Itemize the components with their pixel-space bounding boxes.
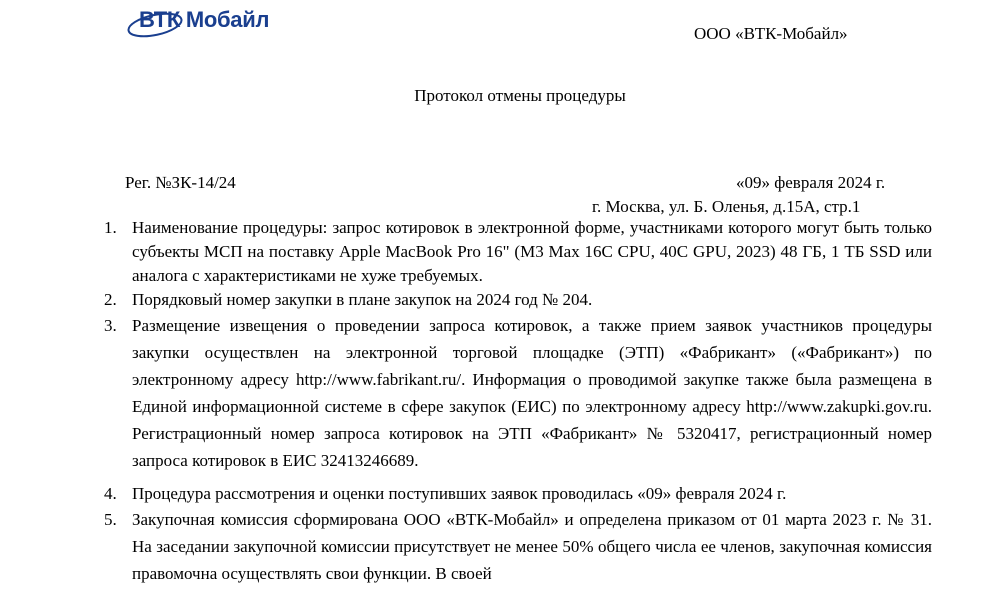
item-number: 3. [104, 316, 117, 335]
list-item [0, 506, 932, 587]
company-logo [127, 3, 297, 45]
registration-number: Рег. №ЗК-14/24 [125, 173, 236, 192]
logo-text: ВТК Мобайл [139, 7, 270, 32]
list-item [0, 288, 932, 312]
protocol-items-list [0, 216, 1000, 587]
item-text: Процедура рассмотрения и оценки поступивших заявок проводилась «09» февраля 2024 г. [132, 484, 787, 503]
item-text: Размещение извещения о проведении запроса котировок, а также прием заявок участников процедуры закупки осуществлен на электронной торговой площадке (ЭТП) «Фабрикант» («Фабрикант») по электронному адресу http://www.fabrikant.ru/. Информация о проводимой закупке также была размещена в Единой информационной системе в сфере закупок (ЕИС) по электронному адресу http://www.zakupki.gov.ru. Регистрационный номер запроса котировок на ЭТП «Фабрикант» № 5320417, регистрационный номер запроса котировок в ЕИС 32413246689. [132, 316, 932, 470]
item-number: 5. [104, 510, 117, 529]
item-number: 2. [104, 290, 117, 309]
document-address: г. Москва, ул. Б. Оленья, д.15А, стр.1 [592, 197, 861, 216]
item-text: Порядковый номер закупки в плане закупок на 2024 год № 204. [132, 290, 593, 309]
item-text: Закупочная комиссия сформирована ООО «ВТК-Мобайл» и определена приказом от 01 марта 2023 г. № 31. На заседании закупочной комиссии присутствует не менее 50% общего числа ее членов, закупочная комиссия правомочна осуществлять свои функции. В своей [132, 510, 932, 583]
document-date: «09» февраля 2024 г. [736, 173, 886, 192]
item-number: 4. [104, 484, 117, 503]
list-item [0, 312, 932, 474]
item-text: Наименование процедуры: запрос котировок в электронной форме, участниками которого могут быть только субъекты МСП на поставку Apple MacBook Pro 16" (M3 Max 16C CPU, 40C GPU, 2023) 48 ГБ, 1 ТБ SSD или аналога с характеристиками не хуже требуемых. [132, 218, 932, 285]
company-name: ООО «ВТК-Мобайл» [694, 24, 848, 43]
page-title: Протокол отмены процедуры [414, 86, 626, 105]
item-number: 1. [104, 218, 117, 237]
list-item [0, 216, 932, 288]
list-item [0, 482, 932, 506]
